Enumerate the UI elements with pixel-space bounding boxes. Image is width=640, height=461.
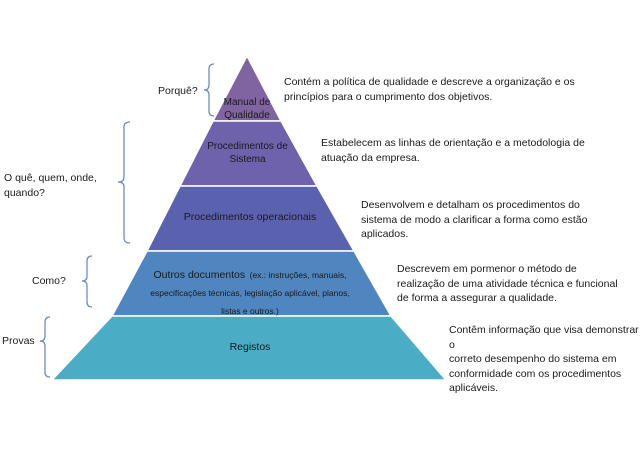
brace-como — [82, 256, 92, 307]
description-outros-documentos: Descrevem em pormenor o método de realização de uma atividade técnica e funcional de forma a assegurar a qualidade. — [397, 263, 618, 304]
description-procedimentos-operacionais: Desenvolvem e detalham os procedimentos do sistema de modo a clarificar a forma como estão aplicados. — [361, 199, 588, 240]
description-procedimentos-sistema: Estabelecem as linhas de orientação e a metodologia de atuação da empresa. — [321, 137, 585, 164]
description-manual: Contém a política de qualidade e descreve a organização e os princípios para o cumprimento dos objetivos. — [284, 76, 575, 103]
tier-label-registos: Registos — [229, 341, 271, 353]
description-registos: Contêm informação que visa demonstrar o correto desempenho do sistema em conformidade com os procedimentos aplicáveis. — [449, 324, 639, 394]
brace-o-que — [118, 122, 130, 243]
question-provas: Provas — [2, 335, 35, 347]
tier-label-procedimentos-operacionais: Procedimentos operacionais — [183, 211, 317, 223]
tier-label-outros-documentos: Outros documentos — [153, 269, 246, 281]
question-o-que: O quê, quem, onde, quando? — [4, 172, 97, 199]
tier-sublabel-outros-documentos: (ex.: instruções, manuais, especificações técnicas, legislação aplicável, planos, listas e outros.) — [150, 270, 350, 316]
question-porque: Porquê? — [158, 85, 198, 97]
tier-label-manual: Manual de Qualidade — [223, 97, 271, 121]
brace-provas — [40, 317, 50, 377]
tier-label-procedimentos-sistema: Procedimentos de Sistema — [207, 141, 288, 165]
tier-label-outros-documentos-group — [140, 265, 360, 319]
question-como: Como? — [32, 275, 66, 287]
